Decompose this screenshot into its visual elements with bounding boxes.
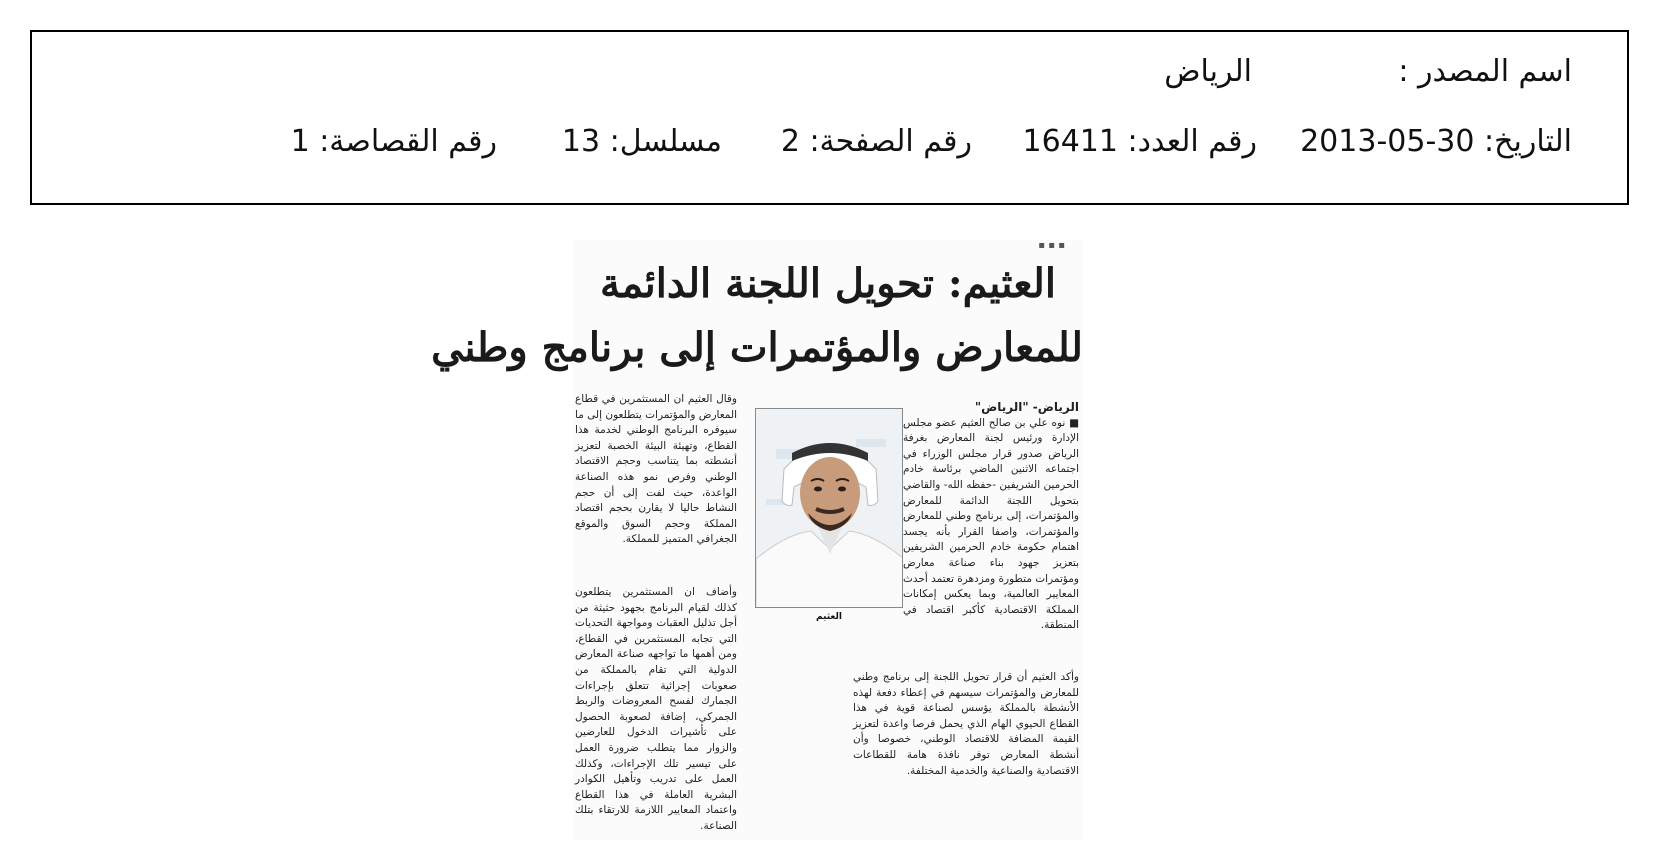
article-paragraph: وأضاف ان المستثمرين يتطلعون كذلك لقيام البرنامج بجهود حثيثة من أجل تذليل العقبات ومواجهة التحديات التي تجابه المستثمرين في القطاع، ومن أهمها ما تواجهه صناعة المعارض الدولية التي تقام بالمملكة من صعوبات إجرائية تتعلق بإجراءات الجمارك لفسح المعروضات والربط الجمركي، إضافة لصعوبة الحصول على تأشيرات الدخول للعارضين والزوار مما يتطلب ضرورة العمل على تيسير تلك الإجراءات، وكذلك العمل على تدريب وتأهيل الكوادر البشرية العاملة في هذا القطاع واعتماد المعايير اللازمة للارتقاء بتلك الصناعة. (575, 586, 737, 832)
page-corner-mark: ▪ ▪ ▪ (1038, 240, 1065, 251)
headline-line-2: للمعارض والمؤتمرات إلى برنامج وطني (431, 324, 1083, 371)
person-portrait-icon (756, 409, 903, 608)
source-value: الرياض (1164, 54, 1252, 89)
article-paragraph: وأكد العثيم أن قرار تحويل اللجنة إلى برنامج وطني للمعارض والمؤتمرات سيسهم في إعطاء دفعة لهذه الأنشطة بالمملكة يؤسس لصناعة قوية في هذا القطاع الحيوي الهام الذي يحمل فرصا واعدة لتعزيز القيمة المضافة للاقتصاد الوطني، خصوصا وأن أنشطة المعارض توفر نافذة هامة للقطاعات الاقتصادية والصناعية والخدمية المختلفة. (853, 671, 1079, 777)
clip-number: رقم القصاصة: 1 (290, 124, 497, 159)
dateline: الرياض- "الرياض" (974, 400, 1079, 414)
photo-caption: العثيم (816, 612, 842, 622)
clipping-info-box (30, 30, 1629, 205)
portrait-photo (755, 408, 903, 608)
article-column-left-continued (575, 585, 737, 835)
date-field: التاريخ: 30-05-2013 (1300, 124, 1572, 159)
page-number: رقم الصفحة: 2 (780, 124, 972, 159)
article-paragraph: وقال العثيم ان المستثمرين في قطاع المعارض والمؤتمرات يتطلعون إلى ما سيوفره البرنامج الوطني لخدمة هذا القطاع، وتهيئة البيئة الخصبة لتعزيز أنشطته بما يتناسب وحجم الاقتصاد الوطني وفرص نمو هذه الصناعة الواعدة، حيث لفت إلى أن حجم النشاط حاليا لا يقارن بحجم اقتصاد المملكة وحجم السوق والموقع الجغرافي المتميز للمملكة. (575, 393, 737, 546)
issue-number: رقم العدد: 16411 (1022, 124, 1257, 159)
source-label: اسم المصدر : (1398, 54, 1572, 89)
article-column-right (903, 400, 1079, 634)
newspaper-clipping (431, 240, 1083, 840)
serial-number: مسلسل: 13 (561, 124, 722, 159)
article-column-left (575, 392, 737, 548)
article-column-right-continued (853, 670, 1079, 779)
headline-line-1: العثيم: تحويل اللجنة الدائمة (600, 260, 1056, 307)
article-paragraph: ■ نوه علي بن صالح العثيم عضو مجلس الإدارة ورئيس لجنة المعارض بغرفة الرياض صدور قرار مجلس الوزراء في اجتماعه الاثنين الماضي برئاسة خادم الحرمين الشريفين -حفظه الله- والقاضي بتحويل اللجنة الدائمة للمعارض والمؤتمرات، إلى برنامج وطني للمعارض والمؤتمرات، واصفا القرار بأنه يجسد اهتمام حكومة خادم الحرمين الشريفين بتعزيز جهود بناء صناعة معارض ومؤتمرات متطورة ومزدهرة تعتمد أحدث المعايير العالمية، وبما يعكس إمكانات المملكة الاقتصادية كأكبر اقتصاد في المنطقة. (903, 416, 1079, 632)
